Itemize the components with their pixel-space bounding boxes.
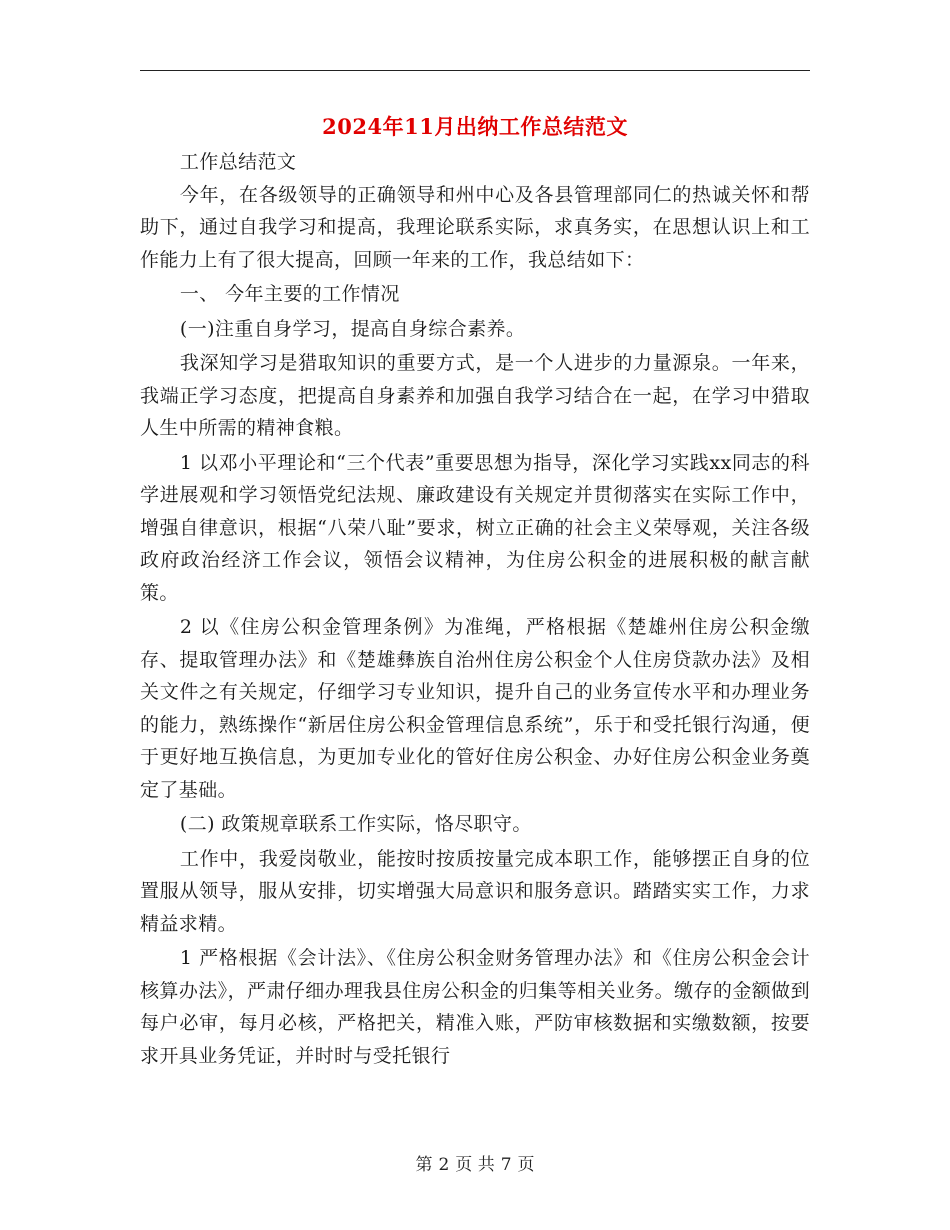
subsection-heading: (一)注重自身学习，提高自身综合素养。 — [179, 317, 526, 340]
paragraph: 工作中，我爱岗敬业，能按时按质按量完成本职工作，能够摆正自身的位置服从领导，服从安排，切实增强大局意识和服务意识。踏踏实实工作，力求精益求精。 — [140, 847, 810, 935]
footer-prefix: 第 — [415, 1155, 433, 1175]
footer-middle: 页 共 — [455, 1155, 495, 1175]
section-heading: 一、 今年主要的工作情况 — [179, 283, 400, 305]
document-title: 2024年11月出纳工作总结范文 — [322, 114, 628, 139]
paragraph: 工作总结范文 — [179, 151, 297, 173]
footer-suffix: 页 — [517, 1155, 535, 1175]
total-page-count: 7 — [500, 1155, 512, 1175]
document-body — [140, 146, 810, 1072]
paragraph: 2 以《住房公积金管理条例》为准绳，严格根据《楚雄州住房公积金缴存、提取管理办法》和《楚雄彝族自治州住房公积金个人住房贷款办法》及相关文件之有关规定，仔细学习专业知识，提升自己的业务宣传水平和办理业务的能力，熟练操作“新居住房公积金管理信息系统”，乐于和受托银行沟通，便于更好地互换信息，为更加专业化的管好住房公积金、办好住房公积金业务奠定了基础。 — [140, 616, 810, 801]
paragraph: 今年，在各级领导的正确领导和州中心及各县管理部同仁的热诚关怀和帮助下，通过自我学习和提高，我理论联系实际，求真务实，在思想认识上和工作能力上有了很大提高，回顾一年来的工作，我总结如下： — [140, 183, 810, 271]
paragraph: 1 以邓小平理论和“三个代表”重要思想为指导，深化学习实践xx同志的科学进展观和学习领悟党纪法规、廉政建设有关规定并贯彻落实在实际工作中，增强自律意识，根据“八荣八耻”要求，树立正确的社会主义荣辱观，关注各级政府政治经济工作会议，领悟会议精神，为住房公积金的进展积极的献言献策。 — [140, 451, 810, 604]
header-rule — [140, 70, 810, 71]
subsection-heading: (二) 政策规章联系工作实际，恪尽职守。 — [179, 813, 532, 835]
page-footer — [0, 1152, 950, 1178]
current-page-number: 2 — [438, 1155, 450, 1175]
paragraph: 我深知学习是猎取知识的重要方式，是一个人进步的力量源泉。一年来，我端正学习态度，把提高自身素养和加强自我学习结合在一起，在学习中猎取人生中所需的精神食粮。 — [140, 352, 810, 439]
paragraph: 1 严格根据《会计法》、《住房公积金财务管理办法》和《住房公积金会计核算办法》，严肃仔细办理我县住房公积金的归集等相关业务。缴存的金额做到每户必审，每月必核，严格把关，精准入账，严防审核数据和实缴数额，按要求开具业务凭证，并时时与受托银行 — [140, 947, 810, 1067]
